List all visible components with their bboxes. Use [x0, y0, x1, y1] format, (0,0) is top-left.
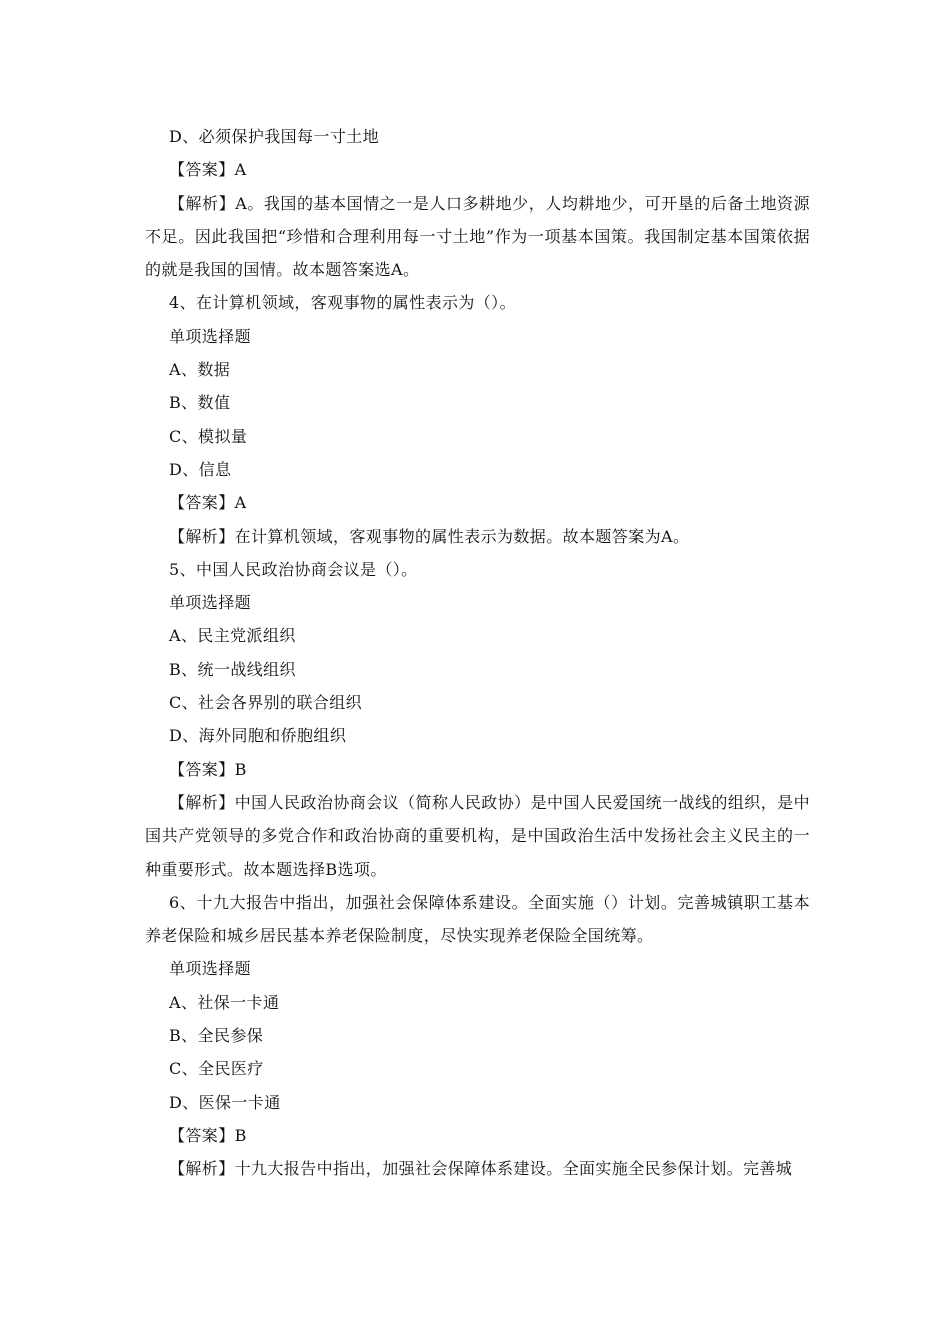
q5-stem: 5、中国人民政治协商会议是（）。	[169, 559, 418, 579]
q6-analysis: 【解析】十九大报告中指出，加强社会保障体系建设。全面实施全民参保计划。完善城	[169, 1159, 793, 1179]
q5-option-a: A、民主党派组织	[169, 626, 296, 646]
q6-option-b: B、全民参保	[169, 1026, 264, 1046]
q5-answer: 【答案】B	[169, 759, 247, 779]
q4-stem: 4、在计算机领域，客观事物的属性表示为（）。	[169, 293, 516, 313]
q5-option-d: D、海外同胞和侨胞组织	[169, 726, 347, 746]
q4-answer: 【答案】A	[169, 493, 247, 513]
q4-option-a: A、数据	[169, 360, 231, 380]
q4-option-d: D、信息	[169, 459, 232, 479]
q4-option-b: B、数值	[169, 393, 231, 413]
q5-option-b: B、统一战线组织	[169, 659, 296, 679]
q4-option-c: C、模拟量	[169, 426, 248, 446]
q6-answer: 【答案】B	[169, 1125, 247, 1145]
q6-option-c: C、全民医疗	[169, 1059, 264, 1079]
prev-option-d: D、必须保护我国每一寸土地	[169, 127, 380, 146]
q6-option-d: D、医保一卡通	[169, 1092, 281, 1112]
q6-stem: 6、十九大报告中指出，加强社会保障体系建设。全面实施（）计划。完善城镇职工基本养老保险和城乡居民基本养老保险制度，尽快实现养老保险全国统筹。	[145, 892, 810, 946]
prev-analysis: 【解析】A。我国的基本国情之一是人口多耕地少，人均耕地少，可开垦的后备土地资源不足。因此我国把“珍惜和合理利用每一寸土地”作为一项基本国策。我国制定基本国策依据的就是我国的国情。故本题答案选A。	[145, 193, 810, 280]
q5-option-c: C、社会各界别的联合组织	[169, 693, 363, 713]
q6-type: 单项选择题	[169, 959, 252, 979]
q6-option-a: A、社保一卡通	[169, 992, 280, 1012]
q4-type: 单项选择题	[169, 326, 252, 346]
q4-analysis: 【解析】在计算机领域，客观事物的属性表示为数据。故本题答案为A。	[169, 526, 690, 546]
q5-analysis: 【解析】中国人民政治协商会议（简称人民政协）是中国人民爱国统一战线的组织，是中国共产党领导的多党合作和政治协商的重要机构，是中国政治生活中发扬社会主义民主的一种重要形式。故本题选择B选项。	[145, 792, 810, 879]
prev-answer: 【答案】A	[169, 160, 247, 180]
document-body	[145, 120, 810, 1186]
q5-type: 单项选择题	[169, 593, 252, 613]
